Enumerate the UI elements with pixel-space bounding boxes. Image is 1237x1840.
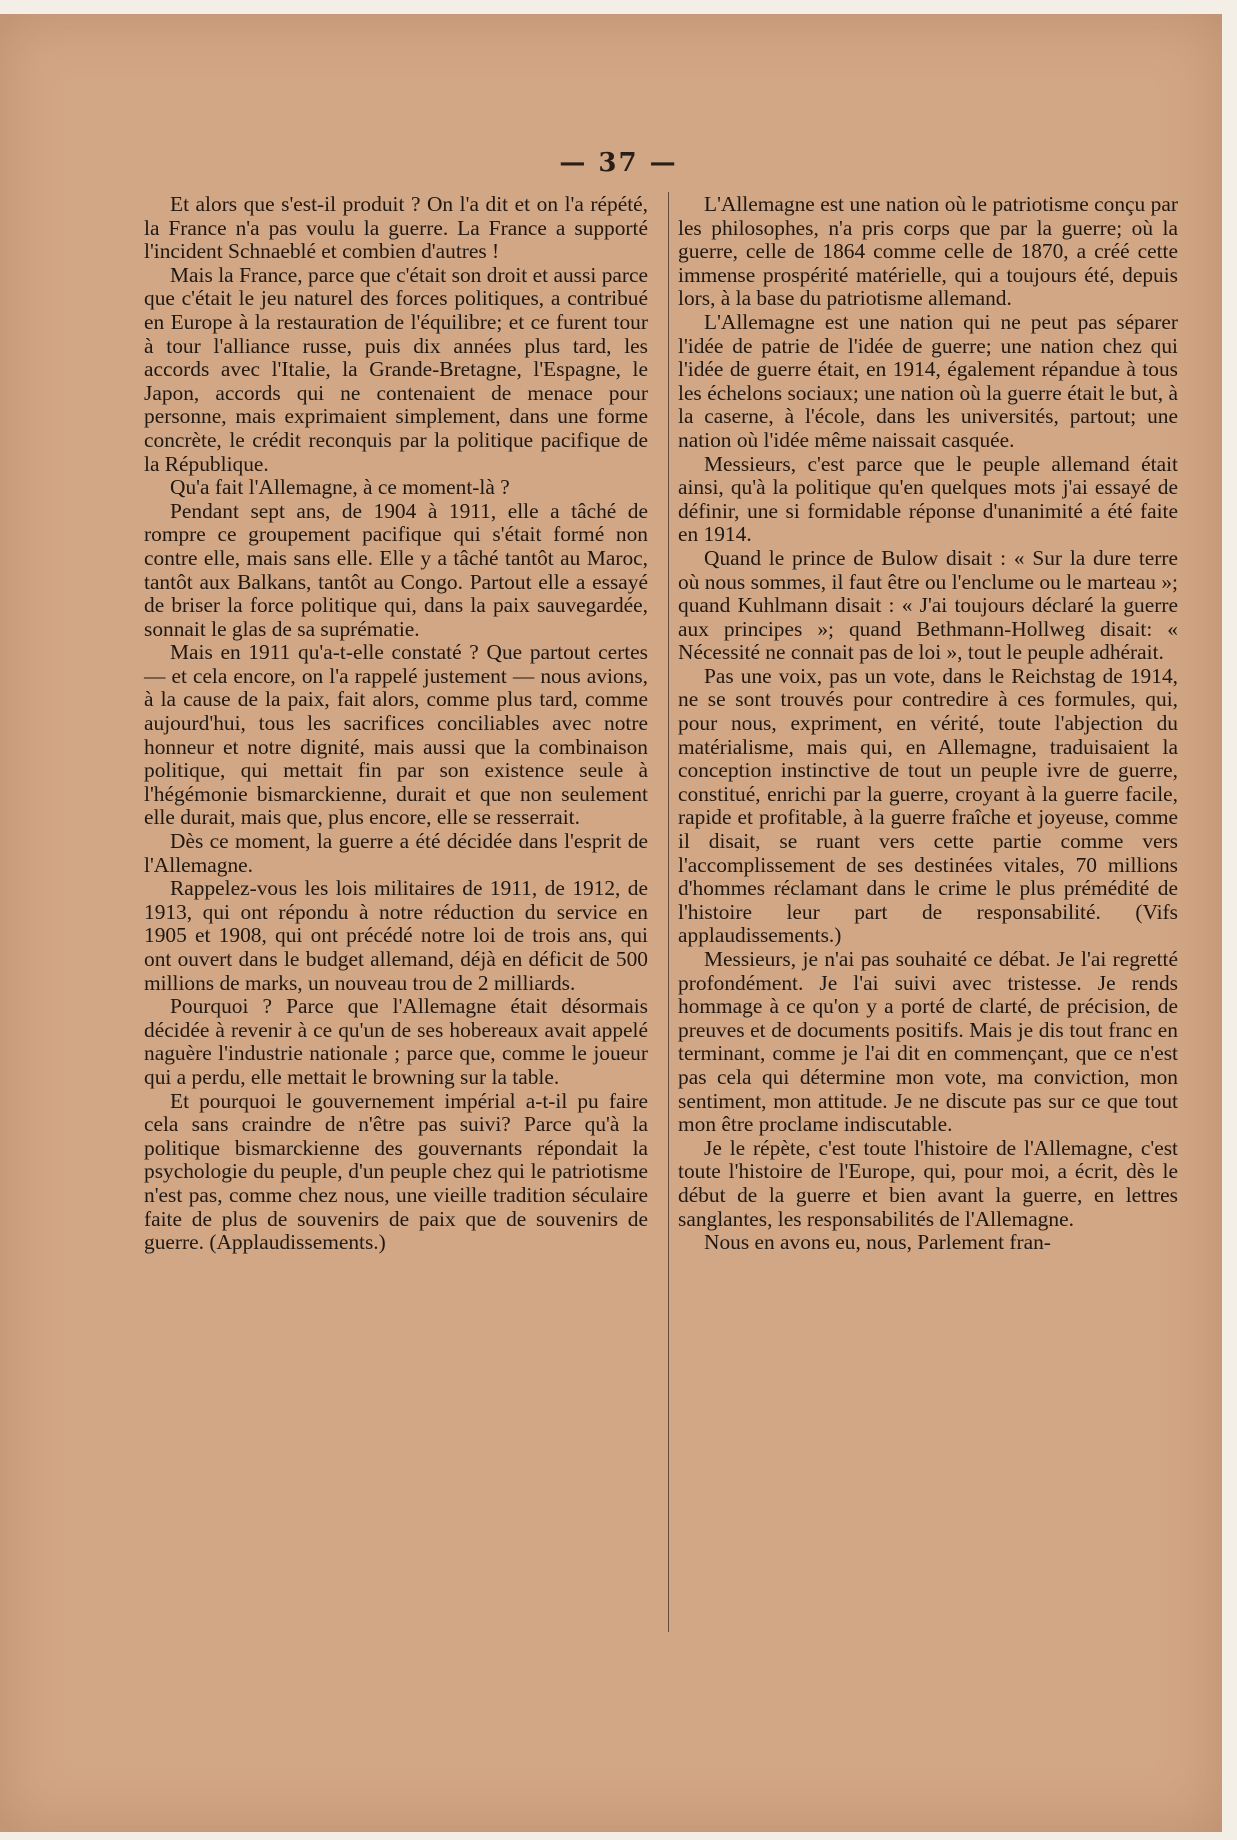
paragraph: Pendant sept ans, de 1904 à 1911, elle a tâché de rompre ce groupement pacifique qui s'était formé non contre elle, mais sans elle. Elle y a tâché tantôt au Maroc, tantôt aux Balkans, tantôt au Congo. Partout elle a essayé de briser la force politique qui, dans la paix sauvegardée, sonnait le glas de sa suprématie. [144,498,648,641]
paragraph: Mais la France, parce que c'était son droit et aussi parce que c'était le jeu naturel des forces politiques, a contribué en Europe à la restauration de l'équilibre; et ce furent tour à tour l'alliance russe, puis dix années plus tard, les accords avec l'Italie, la Grande-Bretagne, l'Espagne, le Japon, accords qui ne contenaient de menace pour personne, mais exprimaient simplement, dans une forme concrète, le crédit reconquis par la politique pacifique de la République. [144,262,648,476]
paragraph: Pas une voix, pas un vote, dans le Reichstag de 1914, ne se sont trouvés pour contredire à ces formules, qui, pour nous, expriment, en vérité, toute l'abjection du matérialisme, mais qui, en Allemagne, traduisaient la conception instinctive de tout un peuple ivre de guerre, constitué, enrichi par la guerre, croyant à la guerre facile, rapide et profitable, à la guerre fraîche et joyeuse, comme il disait, se ruant vers cette partie comme vers l'accomplissement de ses destinées vitales, 70 millions d'hommes réclamant dans le crime le plus prémédité de l'histoire leur part de responsabilité. (Vifs applaudissements.) [678,663,1178,948]
paragraph: Quand le prince de Bulow disait : « Sur la dure terre où nous sommes, il faut être ou l'enclume ou le marteau »; quand Kuhlmann disait : « J'ai toujours déclaré la guerre aux principes »; quand Bethmann-Hollweg disait: « Nécessité ne connait pas de loi », tout le peuple adhérait. [678,545,1178,665]
paragraph: Rappelez-vous les lois militaires de 1911, de 1912, de 1913, qui ont répondu à notre réduction du service en 1905 et 1908, qui ont précédé notre loi de trois ans, qui ont ouvert dans le budget allemand, déjà en déficit de 500 millions de marks, un nouveau trou de 2 milliards. [144,876,648,995]
paragraph: L'Allemagne est une nation où le patriotisme conçu par les philosophes, n'a pris corps que par la guerre; où la guerre, celle de 1864 comme celle de 1870, a créé cette immense prospérité matérielle, qui a toujours été, depuis lors, à la base du patriotisme allemand. [678,192,1178,311]
paragraph: Mais en 1911 qu'a-t-elle constaté ? Que partout certes — et cela encore, on l'a rappelé justement — nous avions, à la cause de la paix, fait alors, comme plus tard, comme aujourd'hui, tous les sacrifices conciliables avec notre honneur et notre dignité, mais aussi que la combinaison politique, qui mettait fin par son existence seule à l'hégémonie bismarckienne, durait et que non seulement elle durait, mais que, plus encore, elle se resserrait. [144,640,648,830]
left-column [144,193,648,1255]
page-number: — 37 — [559,148,678,178]
right-column [678,193,1178,1255]
paragraph: Nous en avons eu, nous, Parlement fran- [704,1230,1051,1255]
paragraph: Je le répète, c'est toute l'histoire de l'Allemagne, c'est toute l'histoire de l'Europe, qui, pour moi, a écrit, dès le début de la guerre et bien avant la guerre, en lettres sanglantes, les responsabilités de l'Allemagne. [678,1135,1178,1231]
paragraph: Messieurs, je n'ai pas souhaité ce débat. Je l'ai regretté profondément. Je l'ai suivi avec tristesse. Je rends hommage à ce qu'on y a porté de clarté, de précision, de preuves et de documents positifs. Mais je dis tout franc en terminant, comme je l'ai dit en commençant, que ce n'est pas cela qui détermine mon vote, ma conviction, mon sentiment, mon attitude. Je ne discute pas sur ce que tout mon être proclame indiscutable. [678,947,1178,1137]
paragraph: Et pourquoi le gouvernement impérial a-t-il pu faire cela sans craindre de n'être pas suivi? Parce qu'à la politique bismarckienne des gouvernants répondait la psychologie du peuple, d'un peuple chez qui le patriotisme n'est pas, comme chez nous, une vieille tradition séculaire faite de plus de souvenirs de paix que de souvenirs de guerre. (Applaudissements.) [144,1088,648,1255]
column-divider [668,192,669,1632]
paragraph: L'Allemagne est une nation qui ne peut pas séparer l'idée de patrie de l'idée de guerre; une nation chez qui l'idée de guerre était, en 1914, également répandue à tous les échelons sociaux; une nation où la guerre était le but, à la caserne, à l'école, dans les universités, partout; une nation où l'idée même naissait casquée. [678,309,1178,452]
paragraph: Messieurs, c'est parce que le peuple allemand était ainsi, qu'à la politique qu'en quelques mots j'ai essayé de définir, une si formidable réponse d'unanimité a été faite en 1914. [678,451,1178,547]
paragraph: Pourquoi ? Parce que l'Allemagne était désormais décidée à revenir à ce qu'un de ses hobereaux avait appelé naguère l'industrie nationale ; parce que, comme le joueur qui a perdu, elle mettait le browning sur la table. [144,994,648,1089]
paragraph: Qu'a fait l'Allemagne, à ce moment-là ? [170,475,510,500]
paragraph: Dès ce moment, la guerre a été décidée dans l'esprit de l'Allemagne. [144,829,648,877]
paragraph: Et alors que s'est-il produit ? On l'a dit et on l'a répété, la France n'a pas voulu la guerre. La France a supporté l'incident Schnaeblé et combien d'autres ! [144,192,648,264]
